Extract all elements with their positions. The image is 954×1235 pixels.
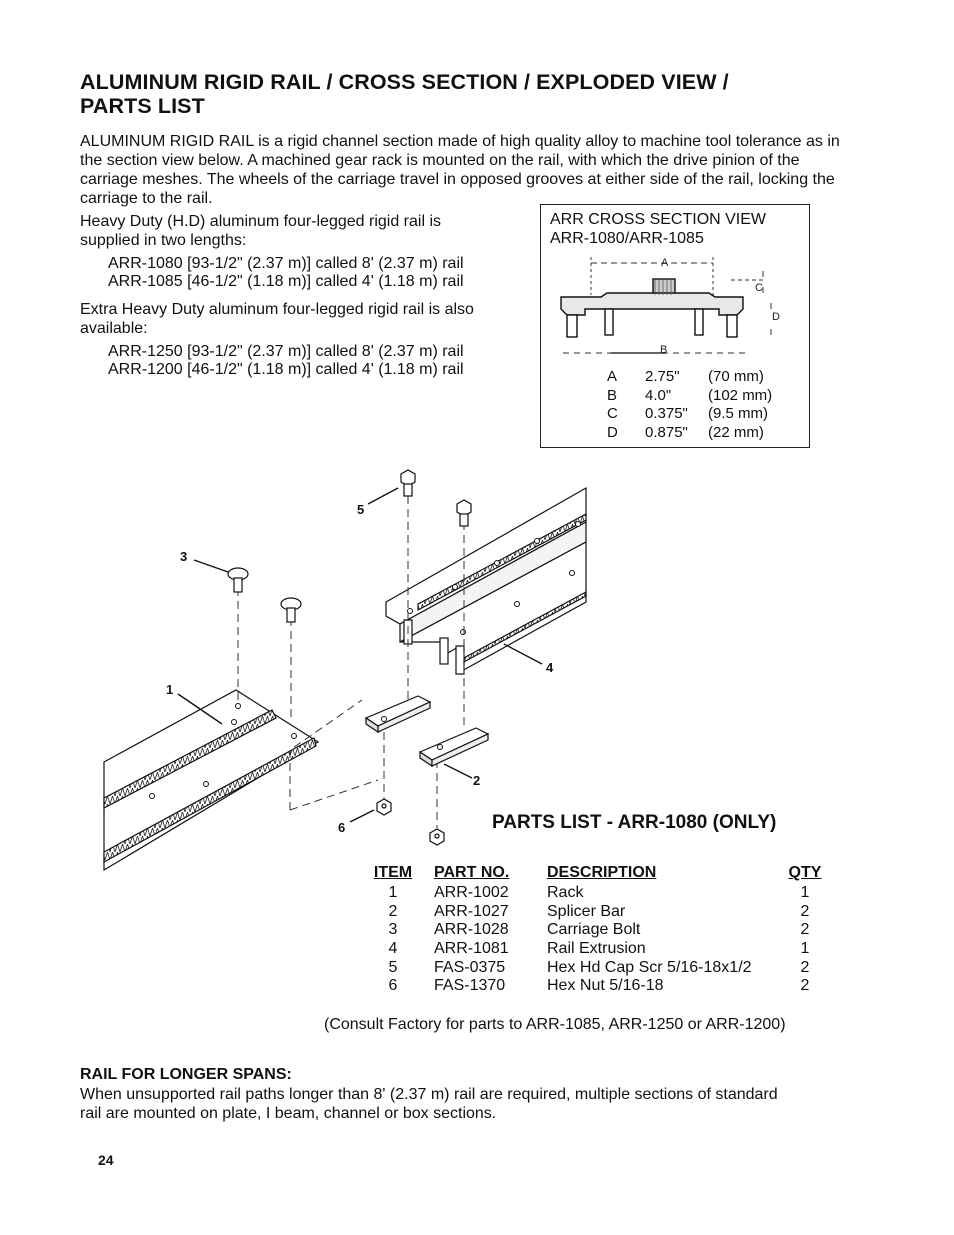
dim-metric: (22 mm) — [708, 423, 764, 441]
desc-cell: Hex Hd Cap Scr 5/16-18x1/2 — [547, 958, 752, 976]
parts-table — [352, 862, 825, 996]
item-cell: 3 — [388, 921, 398, 939]
heavy-duty-paragraph: Heavy Duty (H.D) aluminum four-legged rigid rail is supplied in two lengths: — [80, 213, 442, 249]
cross-section-title-line-2: ARR-1080/ARR-1085 — [550, 230, 704, 247]
table-row — [352, 903, 825, 922]
callout-4: 4 — [546, 660, 554, 675]
dimension-row — [607, 368, 772, 387]
qty-cell: 1 — [800, 940, 810, 958]
callout-1: 1 — [166, 682, 174, 697]
callout-5: 5 — [357, 502, 365, 517]
table-row — [352, 940, 825, 959]
item-cell: 6 — [388, 977, 398, 995]
dim-label-d: D — [772, 311, 780, 323]
dim-label-c: C — [755, 282, 763, 294]
dimension-row — [607, 387, 772, 406]
table-row — [352, 921, 825, 940]
parts-list-heading: PARTS LIST - ARR-1080 (ONLY) — [492, 812, 777, 833]
consult-factory-note: (Consult Factory for parts to ARR-1085, ARR-1250 or ARR-1200) — [324, 1016, 786, 1033]
part-cell: FAS-0375 — [434, 958, 506, 976]
intro-paragraph: ALUMINUM RIGID RAIL is a rigid channel section made of high quality alloy to machine tool tolerance as in the section view below. A machined gear rack is mounted on the rail, with which the drive pinion of the carriage meshes. The wheels of the carriage travel in opposed grooves at either side of the rail, locking the carriage to the rail. — [80, 133, 840, 207]
cross-section-title-line-1: ARR CROSS SECTION VIEW — [550, 211, 767, 228]
callout-3: 3 — [180, 549, 188, 564]
qty-cell: 2 — [800, 958, 810, 976]
desc-cell: Carriage Bolt — [547, 921, 641, 939]
dimension-table — [607, 368, 772, 442]
desc-cell: Hex Nut 5/16-18 — [547, 977, 664, 995]
page-number: 24 — [98, 1152, 114, 1168]
dim-label-a: A — [661, 257, 669, 269]
dimension-row — [607, 424, 772, 443]
cross-section-box — [540, 204, 810, 448]
qty-cell: 1 — [800, 884, 810, 902]
dimension-row — [607, 405, 772, 424]
desc-cell: Rail Extrusion — [547, 940, 646, 958]
dim-letter: C — [607, 405, 618, 423]
table-row — [352, 958, 825, 977]
dim-metric: (9.5 mm) — [708, 405, 768, 423]
dim-letter: A — [607, 368, 618, 386]
dim-metric: (70 mm) — [708, 368, 764, 386]
cross-section-diagram — [541, 205, 809, 365]
extra-heavy-duty-paragraph: Extra Heavy Duty aluminum four-legged rigid rail is also available: — [80, 301, 474, 337]
qty-cell: 2 — [800, 902, 810, 920]
item-cell: 2 — [388, 902, 398, 920]
part-cell: FAS-1370 — [434, 977, 506, 995]
dim-metric: (102 mm) — [708, 386, 773, 404]
callout-6: 6 — [338, 820, 346, 835]
rail-length-item: ARR-1200 [46-1/2" (1.18 m)] called 4' (1.18 m) rail — [108, 361, 464, 378]
dim-inch: 0.375" — [645, 405, 688, 423]
table-row — [352, 884, 825, 903]
rail-length-item: ARR-1250 [93-1/2" (2.37 m)] called 8' (2.37 m) rail — [108, 343, 464, 360]
callout-2: 2 — [473, 773, 481, 788]
item-cell: 4 — [388, 940, 398, 958]
column-header-qty: QTY — [788, 864, 822, 881]
table-row — [352, 977, 825, 996]
part-cell: ARR-1002 — [434, 884, 509, 902]
dim-letter: D — [607, 423, 618, 441]
dim-inch: 0.875" — [645, 423, 688, 441]
rail-length-item: ARR-1085 [46-1/2" (1.18 m)] called 4' (1.18 m) rail — [108, 273, 464, 290]
parts-table-header — [352, 862, 825, 884]
page-title — [80, 70, 729, 118]
qty-cell: 2 — [800, 977, 810, 995]
desc-cell: Rack — [547, 884, 584, 902]
item-cell: 1 — [388, 884, 398, 902]
dim-letter: B — [607, 386, 618, 404]
longer-spans-text: When unsupported rail paths longer than 8' (2.37 m) rail are required, multiple sections of standard rail are mounted on plate, I beam, channel or box sections. — [80, 1086, 778, 1122]
dim-inch: 2.75" — [645, 368, 680, 386]
dim-label-b: B — [660, 344, 668, 356]
column-header-item: ITEM — [373, 864, 413, 881]
column-header-description: DESCRIPTION — [547, 864, 657, 881]
column-header-part: PART NO. — [434, 864, 510, 881]
dim-inch: 4.0" — [645, 386, 672, 404]
part-cell: ARR-1027 — [434, 902, 509, 920]
desc-cell: Splicer Bar — [547, 902, 626, 920]
item-cell: 5 — [388, 958, 398, 976]
exploded-view-diagram — [0, 460, 954, 880]
part-cell: ARR-1081 — [434, 940, 509, 958]
longer-spans-heading: RAIL FOR LONGER SPANS: — [80, 1066, 292, 1083]
part-cell: ARR-1028 — [434, 921, 509, 939]
qty-cell: 2 — [800, 921, 810, 939]
page-title-line-1: ALUMINUM RIGID RAIL / CROSS SECTION / EXPLODED VIEW / — [80, 70, 729, 94]
rail-length-item: ARR-1080 [93-1/2" (2.37 m)] called 8' (2.37 m) rail — [108, 255, 464, 272]
page-title-line-2: PARTS LIST — [80, 94, 205, 118]
